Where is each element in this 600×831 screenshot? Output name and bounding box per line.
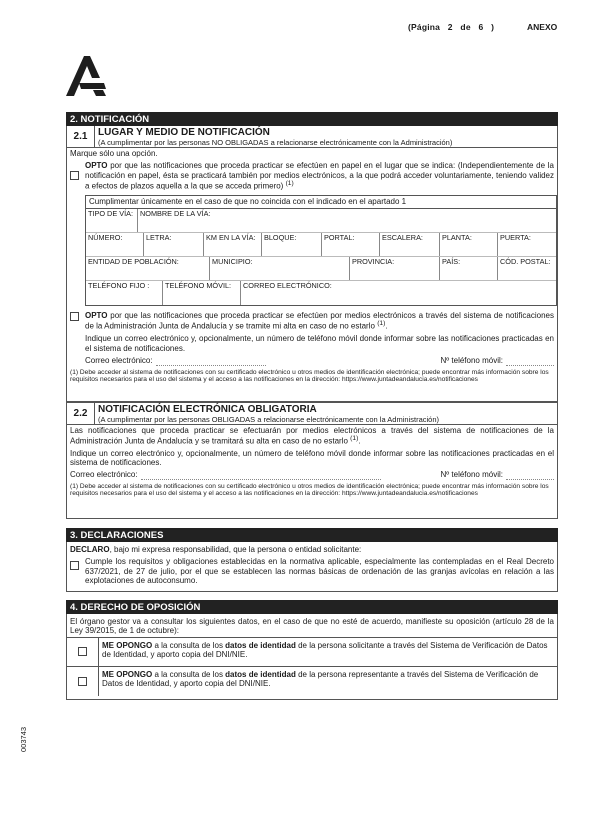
tipo-via-field[interactable] [86, 209, 138, 232]
subsection-2-2-header [67, 403, 557, 425]
field-label: TELÉFONO MÓVIL: [165, 280, 232, 290]
declaro-label: DECLARO [70, 545, 110, 554]
mandatory-text: Las notificaciones que proceda practicar se efectuarán por medios electrónicos a través del sistema de notificaciones de la Administración Junta de Andalucía y se tramitará su alta en caso de no estarlo $^{(1)}$. [70, 426, 554, 447]
oppose-label: ME OPONGO [102, 669, 153, 679]
puerta-field[interactable] [498, 233, 556, 256]
electronic-notification-checkbox[interactable] [70, 312, 79, 321]
email-input[interactable] [156, 358, 266, 366]
declaration-1-text: Cumple los requisitos y obligaciones establecidas en la normativa aplicable, especialmente las contempladas en el Real Decreto 637/2021, de 27 de julio, por el que se establecen las normas básicas de ordenación de las granjas avícolas en relación a las explotaciones de autoconsumo. [85, 557, 554, 586]
phone-input[interactable] [506, 472, 554, 480]
field-label: CÓD. POSTAL: [500, 256, 551, 266]
opt-label: OPTO [85, 161, 108, 171]
field-label: PLANTA: [442, 232, 472, 242]
page-suffix: ) [491, 22, 495, 32]
field-label: PORTAL: [324, 232, 355, 242]
portal-field[interactable] [322, 233, 380, 256]
annex-label: ANEXO [527, 22, 558, 32]
opt-text: por que las notificaciones que proceda practicar se efectúen en papel en el lugar que se indica: (Independientemente de la notificación en papel, ésta se practicará también por medios electrónicos, a la que podrá acceder voluntariamente, teniendo validez a efectos de plazos aquella a la que se acceda primero) [85, 161, 554, 191]
correo-field[interactable] [241, 281, 556, 305]
page-current: 2 [447, 22, 453, 32]
oppose-text: a la consulta de los [152, 669, 226, 679]
oppose-data-label: datos de identidad [225, 669, 296, 679]
provincia-field[interactable] [350, 257, 440, 280]
cod-postal-field[interactable] [498, 257, 556, 280]
subsection-subtitle: (A cumplimentar por las personas OBLIGADAS a relacionarse electrónicamente con la Administración) [98, 414, 439, 424]
field-label: ESCALERA: [382, 232, 423, 242]
oppose-text: a la consulta de los [152, 640, 226, 650]
declaration-1-checkbox[interactable] [70, 561, 79, 570]
field-label: KM EN LA VÍA: [206, 232, 256, 242]
section-3-box [66, 542, 558, 592]
paper-notification-checkbox[interactable] [70, 171, 79, 180]
subsection-number: 2.2 [67, 403, 95, 424]
oppose-data-label: datos de identidad [225, 640, 296, 650]
subsection-title: NOTIFICACIÓN ELECTRÓNICA OBLIGATORIA [98, 404, 317, 415]
bloque-field[interactable] [262, 233, 322, 256]
km-field[interactable] [204, 233, 262, 256]
oppose-applicant-identity-checkbox[interactable] [78, 647, 87, 656]
municipio-field[interactable] [210, 257, 350, 280]
field-label: MUNICIPIO: [212, 256, 253, 266]
field-label: LETRA: [146, 232, 172, 242]
address-form-header: Cumplimentar únicamente en el caso de que no coincida con el indicado en el apartado 1 [86, 196, 556, 208]
opposition-intro: El órgano gestor va a consultar los siguientes datos, en el caso de que no esté de acuerdo, manifieste su oposición (artículo 28 de la Ley 39/2015, de 1 de octubre): [67, 614, 557, 638]
field-label: NÚMERO: [88, 232, 123, 242]
field-label: PROVINCIA: [352, 256, 395, 266]
section-2-22-box [66, 402, 558, 519]
field-label: PAÍS: [442, 256, 461, 266]
page-total: 6 [478, 22, 484, 32]
entidad-field[interactable] [86, 257, 210, 280]
page-indicator [408, 22, 494, 32]
field-label: CORREO ELECTRÓNICO: [243, 280, 332, 290]
section-3-header: 3. DECLARACIONES [66, 528, 558, 542]
footnote-ref: (1) [285, 180, 294, 188]
escalera-field[interactable] [380, 233, 440, 256]
document-code: 003743 [19, 726, 28, 752]
oppose-text: de la persona solicitante a través del Sistema de Verificación de Datos de Identidad, y aporto copia del DNI/NIE. [102, 640, 548, 660]
junta-logo-icon [66, 56, 106, 96]
oppose-label: ME OPONGO [102, 640, 153, 650]
mandatory-body: Las notificaciones que proceda practicar se efectuarán por medios electrónicos a través del sistema de notificaciones de la Administración Junta de Andalucía y se tramitará su alta en caso de no estarlo [70, 426, 554, 447]
phone-label: Nº teléfono móvil: [440, 356, 503, 366]
field-label: ENTIDAD DE POBLACIÓN: [88, 256, 179, 266]
opposition-row-1 [67, 638, 557, 667]
footnote: (1) Debe acceder al sistema de notificaciones con su certificado electrónico u otros medios de identificación electrónica; puede encontrar más información sobre los requisitos necesarios para el uso del sistema y el acceso a las notificaciones en la dirección: https://www.juntadeandalucia.es/notificaciones [70, 368, 549, 384]
address-form [85, 195, 557, 305]
email-input[interactable] [141, 472, 381, 480]
opt-label: OPTO [85, 310, 108, 320]
field-label: TIPO DE VÍA: [88, 208, 134, 218]
page-of: de [460, 22, 471, 32]
declaro-text: , bajo mi expresa responsabilidad, que la persona o entidad solicitante: [109, 545, 362, 554]
section-2-header: 2. NOTIFICACIÓN [66, 112, 558, 126]
numero-field[interactable] [86, 233, 144, 256]
footnote: (1) Debe acceder al sistema de notificaciones con su certificado electrónico u otros medios de identificación electrónica; puede encontrar más información sobre los requisitos necesarios para el uso del sistema y el acceso a las notificaciones en la dirección: https://www.juntadeandalucia.es/notificaciones [70, 482, 549, 498]
field-label: BLOQUE: [264, 232, 297, 242]
email-label: Correo electrónico: [70, 470, 138, 480]
section-4-box [66, 614, 558, 700]
phone-label: Nº teléfono móvil: [440, 470, 503, 480]
subsection-2-1-header [67, 126, 557, 148]
subsection-title: LUGAR Y MEDIO DE NOTIFICACIÓN [98, 127, 270, 138]
telefono-fijo-field[interactable] [86, 281, 163, 305]
section-4-header: 4. DERECHO DE OPOSICIÓN [66, 600, 558, 614]
letra-field[interactable] [144, 233, 204, 256]
page-prefix: (Página [408, 22, 441, 32]
indique-text: Indique un correo electrónico y, opcionalmente, un número de teléfono móvil donde informar sobre las notificaciones practicadas en el sistema de notificaciones. [70, 448, 554, 467]
declaro-line [67, 542, 557, 555]
field-label: TELÉFONO FIJO : [88, 280, 150, 290]
phone-input[interactable] [506, 358, 554, 366]
telefono-movil-field[interactable] [163, 281, 241, 305]
field-label: PUERTA: [500, 232, 531, 242]
pais-field[interactable] [440, 257, 498, 280]
subsection-number: 2.1 [67, 126, 95, 147]
opt-text: por que las notificaciones que proceda practicar se efectúen por medios electrónicos a través del sistema de notificaciones de la Administración Junta de Andalucía y se tramite mi alta en caso de no estarlo [85, 310, 554, 331]
nombre-via-field[interactable] [138, 209, 556, 232]
footnote-ref: (1) [350, 435, 359, 443]
subsection-subtitle: (A cumplimentar por las personas NO OBLIGADAS a relacionarse electrónicamente con la Administración) [98, 137, 453, 147]
footnote-ref: (1) [377, 320, 386, 328]
mark-one-option: Marque sólo una opción. [70, 149, 158, 158]
section-2-21-box: 2.1 LUGAR Y MEDIO DE NOTIFICACIÓN (A cumplimentar por las personas NO OBLIGADAS a relacionarse electrónicamente con la Administración) Marque sólo una opción. OPTO por que las notificaciones que proceda practicar se efectúen en papel en el lugar que se indica: (Independientemente de la notificación en papel, ésta se practicará también por medios electrónicos, a la que podrá acceder voluntariamente, teniendo validez a efectos de plazos aquella a la que se acceda primero) $^{(1)}$ Cumplimentar únicamente en el caso de que no coincida con el indicado en el apartado 1 TIPO DE VÍA: NOMBRE DE LA VÍA: NÚMERO: LETRA: KM EN LA VÍA: BLOQUE: PORTAL: ESCALERA: PLANTA: PUERTA: ENTIDAD DE POBLACIÓN: MUNICIPIO: PROVINCIA: PAÍS: CÓD. POSTAL: TELÉFONO FIJO : TELÉFONO MÓVIL: CORREO ELECTRÓNICO: OPTO por que las notificaciones que proceda practicar se efectúen por medios electrónicos a través del sistema de notificaciones de la Administración Junta de Andalucía y se tramite mi alta en caso de no estarlo $^{(1)}$. Indique un correo electrónico y, opcionalmente, un número de teléfono móvil donde informar sobre las notificaciones practicadas en el sistema de notificaciones. Correo electrónico: Nº teléfono móvil: (1) Debe acceder al sistema de notificaciones con su certificado electrónico u otros medios de identificación electrónica; puede encontrar más información sobre los requisitos necesarios para el uso del sistema y el acceso a las notificaciones en la dirección: https://www.juntadeandalucia.es/notificaciones [66, 126, 558, 402]
opposition-row-2 [67, 667, 557, 696]
planta-field[interactable] [440, 233, 498, 256]
email-label: Correo electrónico: [85, 356, 153, 366]
oppose-representative-identity-checkbox[interactable] [78, 677, 87, 686]
oppose-text: de la persona representante a través del Sistema de Verificación de Datos de Identidad, y aporto copia del DNI/NIE. [102, 669, 539, 689]
indique-text: Indique un correo electrónico y, opcionalmente, un número de teléfono móvil donde informar sobre las notificaciones practicadas en el sistema de notificaciones. [85, 334, 554, 353]
field-label: NOMBRE DE LA VÍA: [140, 208, 211, 218]
